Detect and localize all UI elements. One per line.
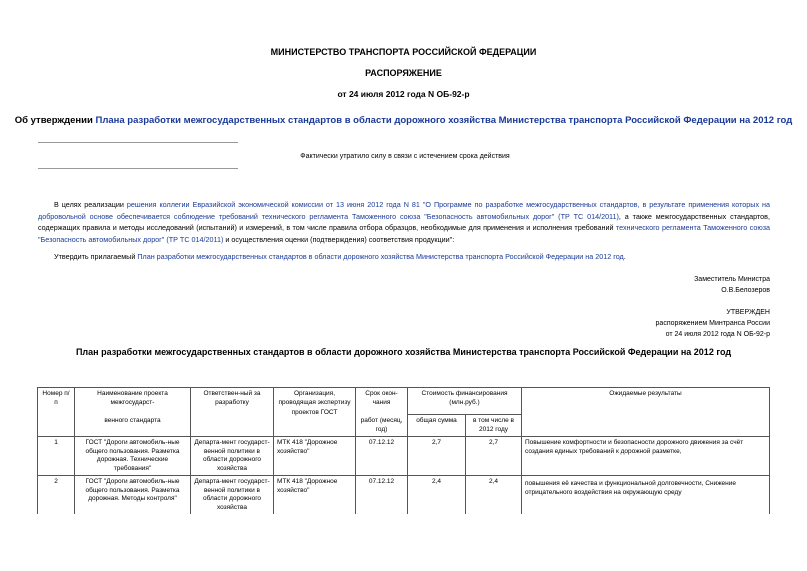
row-name: ГОСТ "Дороги автомобиль-ные общего пользования. Разметка дорожная. Методы контроля" xyxy=(75,476,191,515)
row-name: ГОСТ "Дороги автомобиль-ные общего пользования. Разметка дорожная. Технические требования" xyxy=(75,437,191,476)
header-name: Наименование проекта межгосударст- венного стандарта xyxy=(75,388,191,437)
approve-paragraph xyxy=(38,251,770,263)
header-term: Срок окон-чания работ (месяц, год) xyxy=(356,388,408,437)
approval-line-2: распоряжением Минтранса России xyxy=(655,320,770,327)
row-cost-total: 2,4 xyxy=(408,476,466,515)
preamble-text-2: , а также межгосударственных стандартов, содержащих правила и методы исследований (испытаний) и измерений, в том числе правила отбора образцов, необходимые для применения и исполнения требований xyxy=(38,211,770,232)
ministry-heading: МИНИСТЕРСТВО ТРАНСПОРТА РОССИЙСКОЙ ФЕДЕРАЦИИ xyxy=(270,47,537,57)
row-num: 2 xyxy=(38,476,75,515)
row-num: 1 xyxy=(38,437,75,476)
plan-title: План разработки межгосударственных стандартов в области дорожного хозяйства Министерства транспорта Российской Федерации на 2012 год xyxy=(75,347,732,357)
header-results: Ожидаемые результаты xyxy=(522,388,770,437)
row-responsible: Департа-мент государст-венной политики в области дорожного хозяйства xyxy=(191,476,274,515)
eec-decision-link[interactable]: решения коллегии Евразийской экономической комиссии от 13 июня 2012 года N 81 "О Программе по разработке межгосударственных стандартов, в результате применения которых на добровольной основе обеспечивается соблюдение требований технического регламента Таможенного союза "Безопасность автомобильных дорог" (ТР ТС 014/2011) xyxy=(38,200,770,221)
preamble-paragraph xyxy=(38,199,770,245)
table-row xyxy=(38,437,770,476)
row-organization: МТК 418 "Дорожное хозяйство" xyxy=(274,437,356,476)
header-cost-total: общая сумма xyxy=(408,415,466,437)
divider-top xyxy=(38,142,238,143)
approval-block xyxy=(656,307,770,340)
document-title xyxy=(0,115,807,126)
signature-name: О.В.Белозеров xyxy=(721,287,770,294)
document-type: РАСПОРЯЖЕНИЕ xyxy=(365,68,442,78)
row-term: 07.12.12 xyxy=(356,437,408,476)
preamble-text-3: и осуществления оценки (подтверждения) соответствия продукции": xyxy=(223,234,455,244)
signature-block xyxy=(694,274,770,296)
header-responsible: Ответствен-ный за разработку xyxy=(191,388,274,437)
row-cost-2012: 2,7 xyxy=(466,437,522,476)
status-note: Фактически утратило силу в связи с истечением срока действия xyxy=(300,153,510,160)
document-date: от 24 июля 2012 года N ОБ-92-р xyxy=(337,89,470,99)
tech-regulation-link[interactable]: технического регламента Таможенного союза "Безопасность автомобильных дорог" (ТР ТС 014/2011) xyxy=(38,223,770,244)
approval-line-1: УТВЕРЖДЕН xyxy=(726,309,770,316)
approve-text-1: Утвердить прилагаемый xyxy=(54,252,138,261)
document-title-prefix: Об утверждении xyxy=(14,115,96,126)
row-result: Повышение комфортности и безопасности дорожного движения за счёт создания единых требований к дорожной разметке, xyxy=(522,437,770,476)
row-term: 07.12.12 xyxy=(356,476,408,515)
header-cost-2012: в том числе в 2012 году xyxy=(466,415,522,437)
preamble-text-1: В целях реализации xyxy=(54,200,127,209)
plan-link[interactable]: План разработки межгосударственных стандартов в области дорожного хозяйства Министерства транспорта Российской Федерации на 2012 год xyxy=(137,252,624,261)
row-responsible: Департа-мент государст-венной политики в области дорожного хозяйства xyxy=(191,437,274,476)
divider-bottom xyxy=(38,168,238,169)
plan-title-link[interactable]: Плана разработки межгосударственных стандартов в области дорожного хозяйства Министерства транспорта Российской Федерации на 2012 год xyxy=(95,115,793,126)
row-result: повышения её качества и функциональной долговечности, Снижение отрицательного воздействия на окружающую среду xyxy=(522,476,770,515)
row-organization: МТК 418 "Дорожное хозяйство" xyxy=(274,476,356,515)
header-organization: Организация, проводящая экспертизу проектов ГОСТ xyxy=(274,388,356,437)
row-cost-2012: 2,4 xyxy=(466,476,522,515)
table-row xyxy=(38,476,770,515)
approval-line-3: от 24 июля 2012 года N ОБ-92-р xyxy=(665,331,770,338)
row-cost-total: 2,7 xyxy=(408,437,466,476)
signature-position: Заместитель Министра xyxy=(694,276,770,283)
header-num: Номер п/п xyxy=(38,388,75,437)
plan-table xyxy=(37,387,770,514)
approve-text-2: . xyxy=(623,252,626,261)
header-cost: Стоимость финансирования (млн.руб.) xyxy=(408,388,522,415)
table-header-row xyxy=(38,388,770,415)
